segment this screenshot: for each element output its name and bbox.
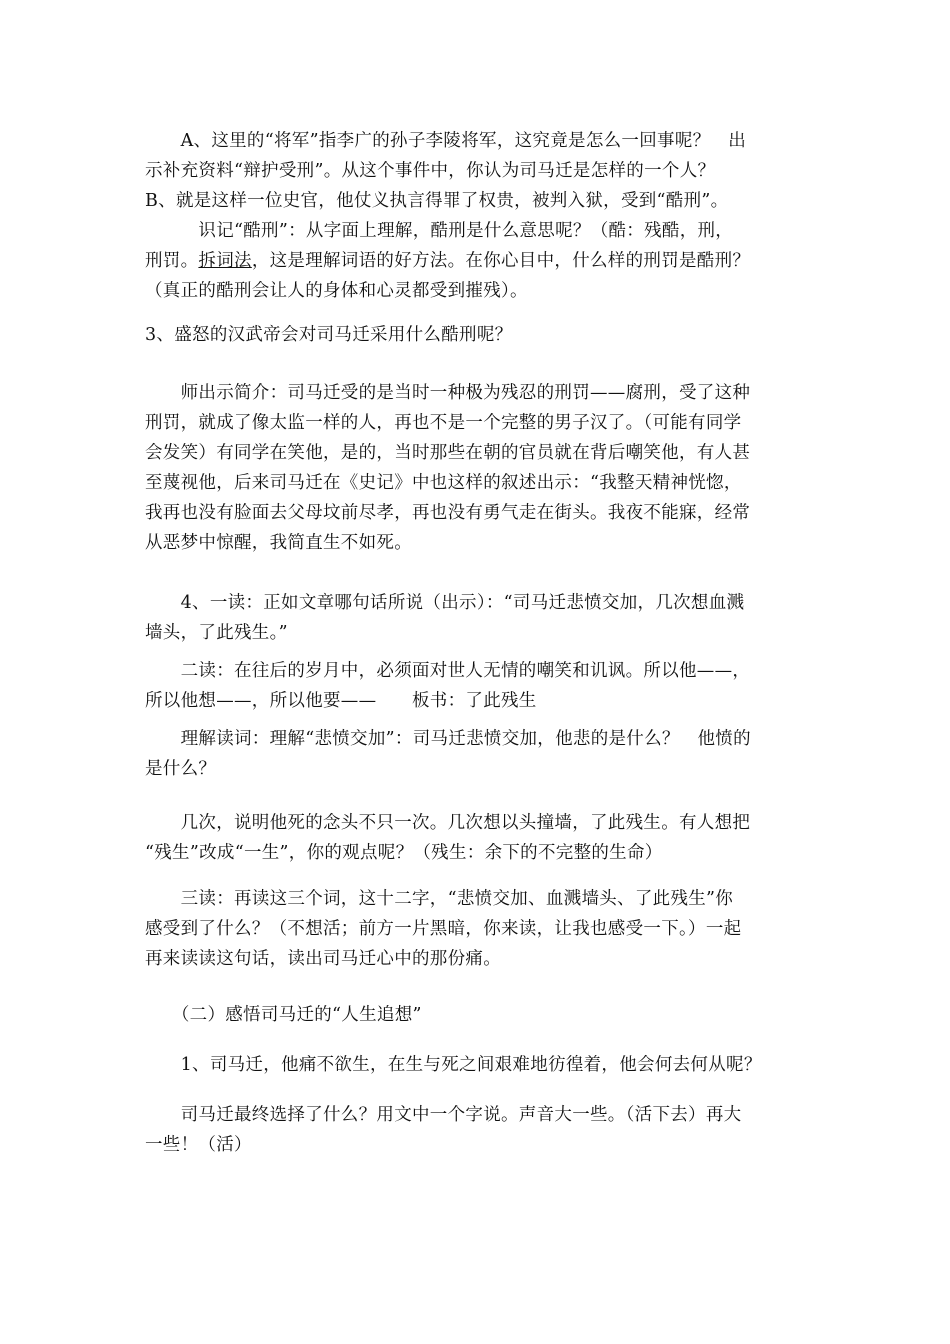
text-line: 师出示简介：司马迁受的是当时一种极为残忍的刑罚——腐刑，受了这种 (145, 383, 751, 403)
text-line: 4、一读：正如文章哪句话所说（出示）：“司马迁悲愤交加，几次想血溅 (145, 593, 745, 613)
text-line: 从恶梦中惊醒，我简直生不如死。 (145, 533, 412, 553)
paragraph-third-reading (145, 884, 810, 974)
section-heading (145, 1000, 810, 1030)
text-line: 所以他想——，所以他要—— 板书：了此残生 (145, 691, 537, 711)
text-line: 二读：在往后的岁月中，必须面对世人无情的嘲笑和讥讽。所以他——， (145, 661, 751, 681)
text-line: （真正的酷刑会让人的身体和心灵都受到摧残）。 (145, 281, 528, 301)
text-line (145, 246, 810, 276)
paragraph-understanding (145, 724, 810, 784)
paragraph-second-reading (145, 656, 810, 716)
text-line: 几次，说明他死的念头不只一次。几次想以头撞墙，了此残生。有人想把 (145, 813, 751, 833)
text-line: 1、司马迁，他痛不欲生，在生与死之间艰难地彷徨着，他会何去何从呢？ (145, 1055, 762, 1075)
text-line: “残生”改成“一生”，你的观点呢？（残生：余下的不完整的生命） (145, 843, 663, 863)
paragraph-first-reading (145, 588, 810, 648)
text-line: B、就是这样一位史官，他仗义执言得罪了权贵，被判入狱，受到“酷刑”。 (145, 191, 729, 211)
text-line: 刑罚，就成了像太监一样的人，再也不是一个完整的男子汉了。（可能有同学 (145, 413, 742, 433)
text-segment: ，这是理解词语的好方法。在你心目中，什么样的刑罚是酷刑？ (251, 251, 751, 271)
text-line: 司马迁最终选择了什么？用文中一个字说。声音大一些。（活下去）再大 (145, 1105, 742, 1125)
text-line: A、这里的“将军”指李广的孙子李陵将军，这究竟是怎么一回事呢？ 出 (145, 131, 747, 151)
paragraph-teacher-intro (145, 378, 810, 558)
text-line: 是什么？ (145, 759, 217, 779)
text-line: 至蔑视他，后来司马迁在《史记》中也这样的叙述出示：“我整天精神恍惚， (145, 473, 742, 493)
text-line: 感受到了什么？（不想活；前方一片黑暗，你来读，让我也感受一下。）一起 (145, 919, 742, 939)
paragraph-li-ling (145, 126, 810, 306)
text-line: 3、盛怒的汉武帝会对司马迁采用什么酷刑呢？ (145, 325, 513, 345)
underlined-term: 拆词法 (198, 251, 252, 271)
text-segment: 刑罚。 (145, 251, 199, 271)
text-line: 一些！（活） (145, 1135, 252, 1155)
text-line: 三读：再读这三个词，这十二字，“悲愤交加、血溅墙头、了此残生”你 (145, 889, 734, 909)
text-line: 识记“酷刑”：从字面上理解，酷刑是什么意思呢？（酷：残酷，刑， (145, 221, 734, 241)
paragraph-several-times (145, 808, 810, 868)
paragraph-question-1 (145, 1050, 810, 1080)
paragraph-final-choice (145, 1100, 810, 1160)
paragraph-question-3 (145, 320, 810, 350)
text-line: （二）感悟司马迁的“人生追想” (145, 1005, 422, 1025)
text-line: 再来读读这句话，读出司马迁心中的那份痛。 (145, 949, 501, 969)
text-line: 理解读词：理解“悲愤交加”：司马迁悲愤交加，他悲的是什么？ 他愤的 (145, 729, 751, 749)
text-line: 会发笑）有同学在笑他，是的，当时那些在朝的官员就在背后嘲笑他，有人甚 (145, 443, 751, 463)
text-line: 墙头，了此残生。” (145, 623, 288, 643)
text-line: 示补充资料“辩护受刑”。从这个事件中，你认为司马迁是怎样的一个人？ (145, 161, 716, 181)
text-line: 我再也没有脸面去父母坟前尽孝，再也没有勇气走在街头。我夜不能寐，经常 (145, 503, 751, 523)
